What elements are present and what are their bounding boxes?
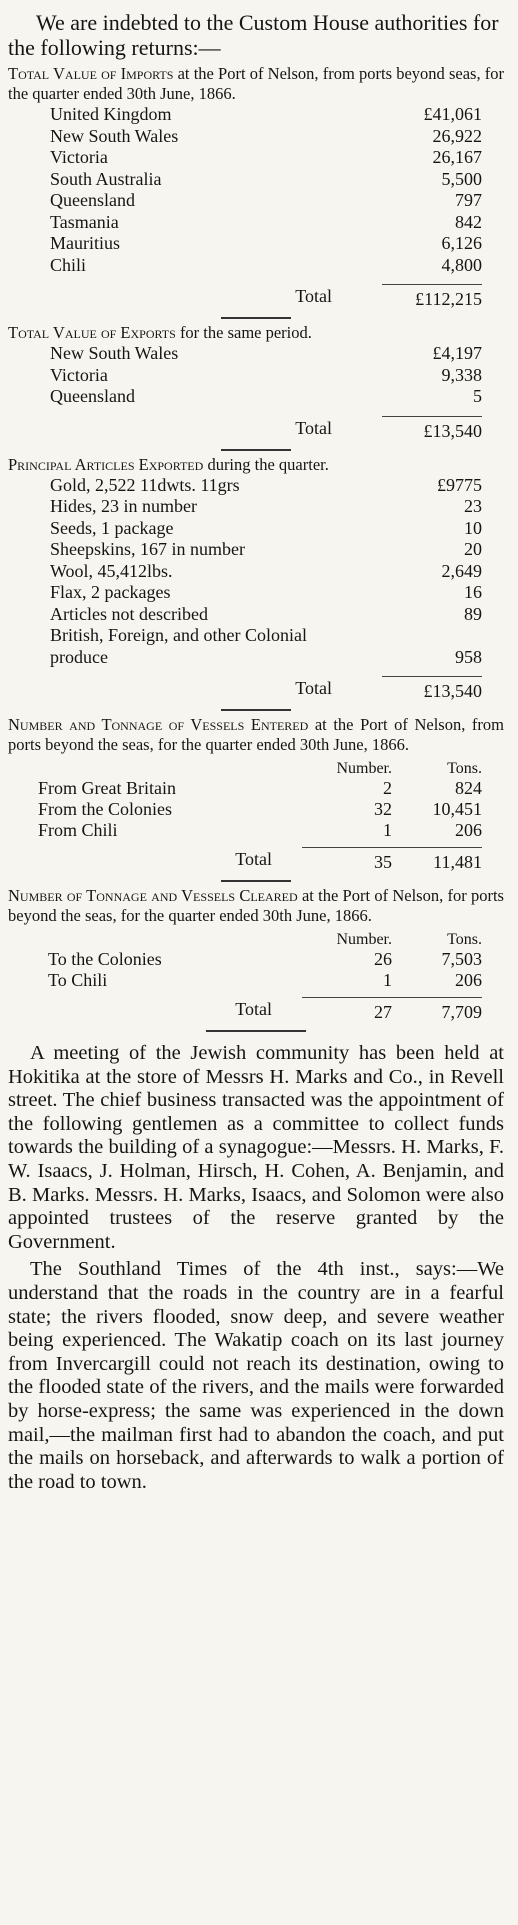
row-name: Sheepskins, 167 in number bbox=[50, 539, 245, 559]
row-name: Queensland bbox=[50, 386, 135, 406]
row-value: 26,167 bbox=[432, 147, 482, 167]
row-name: Gold, 2,522 11dwts. 11grs bbox=[50, 474, 240, 495]
row-value: 89 bbox=[464, 603, 482, 624]
row-value: 5,500 bbox=[441, 168, 482, 189]
articles-total-row bbox=[50, 676, 482, 703]
col-tons-header: Tons. bbox=[447, 931, 482, 948]
imports-heading bbox=[8, 64, 504, 104]
table-row bbox=[48, 970, 482, 991]
row-value: 958 bbox=[455, 646, 482, 667]
entered-heading-title: Number and Tonnage of Vessels Entered bbox=[8, 715, 309, 734]
row-value: 5 bbox=[473, 386, 482, 406]
total-label: Total bbox=[235, 849, 272, 869]
table-row bbox=[38, 778, 482, 799]
entered-heading bbox=[8, 715, 504, 755]
cleared-heading bbox=[8, 886, 504, 926]
row-name: Flax, 2 packages bbox=[50, 582, 171, 602]
section-divider bbox=[221, 317, 291, 319]
section-divider bbox=[221, 880, 291, 882]
row-name: New South Wales bbox=[50, 343, 179, 363]
total-label: Total bbox=[295, 286, 332, 306]
table-row bbox=[50, 496, 482, 518]
table-row bbox=[50, 190, 482, 212]
table-row bbox=[50, 475, 482, 497]
col-number-header: Number. bbox=[336, 931, 392, 948]
entered-heading-rest: at the Port of Nelson, from ports beyond the seas, for the quarter ended 30th June, 1866. bbox=[8, 715, 504, 754]
imports-heading-title: Total Value of Imports bbox=[8, 64, 174, 83]
total-label: Total bbox=[295, 417, 332, 438]
col-number-header: Number. bbox=[336, 760, 392, 777]
row-value: £9775 bbox=[437, 474, 482, 495]
row-tons: 824 bbox=[455, 778, 482, 798]
entered-table bbox=[38, 759, 482, 874]
table-row bbox=[50, 343, 482, 365]
total-tons: 7,709 bbox=[392, 997, 482, 1024]
row-value: 6,126 bbox=[441, 233, 482, 253]
row-number: 1 bbox=[383, 820, 392, 840]
row-number: 26 bbox=[374, 949, 392, 969]
row-name: Articles not described bbox=[50, 603, 208, 624]
table-row bbox=[50, 255, 482, 277]
articles-heading bbox=[8, 455, 504, 475]
row-name: South Australia bbox=[50, 168, 162, 189]
imports-total-row bbox=[50, 284, 482, 311]
section-divider bbox=[221, 449, 291, 451]
row-value: 842 bbox=[455, 211, 482, 232]
row-name: New South Wales bbox=[50, 125, 179, 146]
total-label: Total bbox=[295, 678, 332, 698]
row-number: 2 bbox=[383, 778, 392, 798]
row-value: £41,061 bbox=[423, 104, 482, 124]
row-value: 10 bbox=[464, 517, 482, 538]
table-row bbox=[50, 561, 482, 583]
total-value: £112,215 bbox=[382, 284, 482, 311]
row-name: Victoria bbox=[50, 364, 108, 385]
row-tons: 206 bbox=[455, 970, 482, 990]
row-name: Queensland bbox=[50, 190, 135, 210]
row-name: Wool, 45,412lbs. bbox=[50, 560, 173, 581]
section-divider bbox=[221, 709, 291, 711]
row-value: 4,800 bbox=[441, 254, 482, 275]
col-tons-header: Tons. bbox=[447, 760, 482, 777]
row-value: 26,922 bbox=[432, 125, 482, 146]
row-number: 32 bbox=[374, 799, 392, 819]
row-value: 2,649 bbox=[441, 560, 482, 581]
article-paragraph: The Southland Times of the 4th inst., says:—We understand that the roads in the country are in a fearful state; the rivers flooded, snow deep, and severe weather being experienced. The Wakatip coach on its last journey from Invercargill could not reach its destination, owing to the flooded state of the rivers, and the mails were forwarded by horse-express; the same was experienced in the down mail,—the mailman first had to abandon the coach, and put the mails on horseback, and afterwards to walk a portion of the road to town. bbox=[8, 1258, 504, 1493]
table-header bbox=[38, 759, 482, 778]
table-row bbox=[50, 539, 482, 561]
row-tons: 7,503 bbox=[441, 949, 482, 969]
table-row bbox=[50, 604, 482, 626]
table-row bbox=[50, 518, 482, 540]
exports-total-row bbox=[50, 416, 482, 443]
row-value: 9,338 bbox=[441, 364, 482, 385]
row-name: British, Foreign, and other Colonial produce bbox=[50, 625, 307, 667]
article-paragraph: A meeting of the Jewish community has been held at Hokitika at the store of Messrs H. Marks and Co., in Revell street. The chief business transacted was the appointment of the following gentlemen as a committee to collect funds towards the building of a synagogue:—Messrs. H. Marks, F. W. Isaacs, J. Holman, Hirsch, H. Cohen, A. Benjamin, and B. Marks. Messrs. H. Marks, Isaacs, and Solomon were also appointed trustees of the reserve granted by the Government. bbox=[8, 1042, 504, 1253]
row-name: From Great Britain bbox=[38, 778, 176, 798]
row-name: Mauritius bbox=[50, 233, 120, 253]
row-value: 16 bbox=[464, 582, 482, 602]
total-tons: 11,481 bbox=[392, 847, 482, 874]
total-value: £13,540 bbox=[382, 676, 482, 703]
row-name: Victoria bbox=[50, 147, 108, 167]
row-name: Tasmania bbox=[50, 211, 119, 232]
table-row bbox=[50, 386, 482, 408]
row-name: From Chili bbox=[38, 820, 118, 840]
table-row bbox=[50, 169, 482, 191]
table-row bbox=[50, 582, 482, 604]
row-name: Seeds, 1 package bbox=[50, 517, 174, 538]
cleared-table bbox=[48, 930, 482, 1024]
row-tons: 206 bbox=[455, 820, 482, 840]
exports-table bbox=[50, 343, 482, 443]
articles-table bbox=[50, 475, 482, 704]
table-row bbox=[50, 212, 482, 234]
intro-text: We are indebted to the Custom House authorities for the following returns:— bbox=[8, 10, 499, 60]
table-row bbox=[50, 104, 482, 126]
table-row bbox=[50, 147, 482, 169]
table-row bbox=[50, 365, 482, 387]
row-value: 20 bbox=[464, 539, 482, 559]
total-number: 35 bbox=[302, 847, 392, 874]
table-header bbox=[48, 930, 482, 949]
row-name: To Chili bbox=[48, 970, 108, 990]
articles-heading-title: Principal Articles Exported bbox=[8, 454, 204, 474]
row-number: 1 bbox=[383, 970, 392, 990]
total-label: Total bbox=[235, 999, 272, 1019]
row-value: 23 bbox=[464, 496, 482, 516]
total-value: £13,540 bbox=[382, 416, 482, 443]
table-row bbox=[50, 625, 482, 668]
cleared-heading-rest: at the Port of Nelson, for ports beyond the seas, for the quarter ended 30th June, 1866. bbox=[8, 886, 504, 925]
section-divider bbox=[206, 1030, 306, 1032]
exports-heading bbox=[8, 323, 504, 343]
table-row bbox=[38, 799, 482, 820]
articles-heading-rest: during the quarter. bbox=[203, 454, 329, 474]
row-name: Chili bbox=[50, 254, 87, 275]
row-value: 797 bbox=[455, 190, 482, 210]
table-row bbox=[50, 126, 482, 148]
exports-heading-title: Total Value of Exports bbox=[8, 323, 176, 342]
row-name: United Kingdom bbox=[50, 104, 172, 124]
row-name: Hides, 23 in number bbox=[50, 496, 197, 516]
table-row bbox=[38, 820, 482, 841]
row-tons: 10,451 bbox=[432, 799, 482, 819]
imports-heading-rest: at the Port of Nelson, from ports beyond seas, for the quarter ended 30th June, 1866. bbox=[8, 64, 504, 103]
total-number: 27 bbox=[302, 997, 392, 1024]
exports-heading-rest: for the same period. bbox=[175, 323, 312, 342]
table-row bbox=[50, 233, 482, 255]
row-value: £4,197 bbox=[432, 343, 482, 363]
imports-table bbox=[50, 104, 482, 311]
entered-total-row bbox=[38, 847, 482, 874]
cleared-total-row bbox=[48, 997, 482, 1024]
cleared-heading-title: Number of Tonnage and Vessels Cleared bbox=[8, 886, 298, 905]
table-row bbox=[48, 949, 482, 970]
row-name: To the Colonies bbox=[48, 949, 162, 969]
row-name: From the Colonies bbox=[38, 799, 172, 819]
